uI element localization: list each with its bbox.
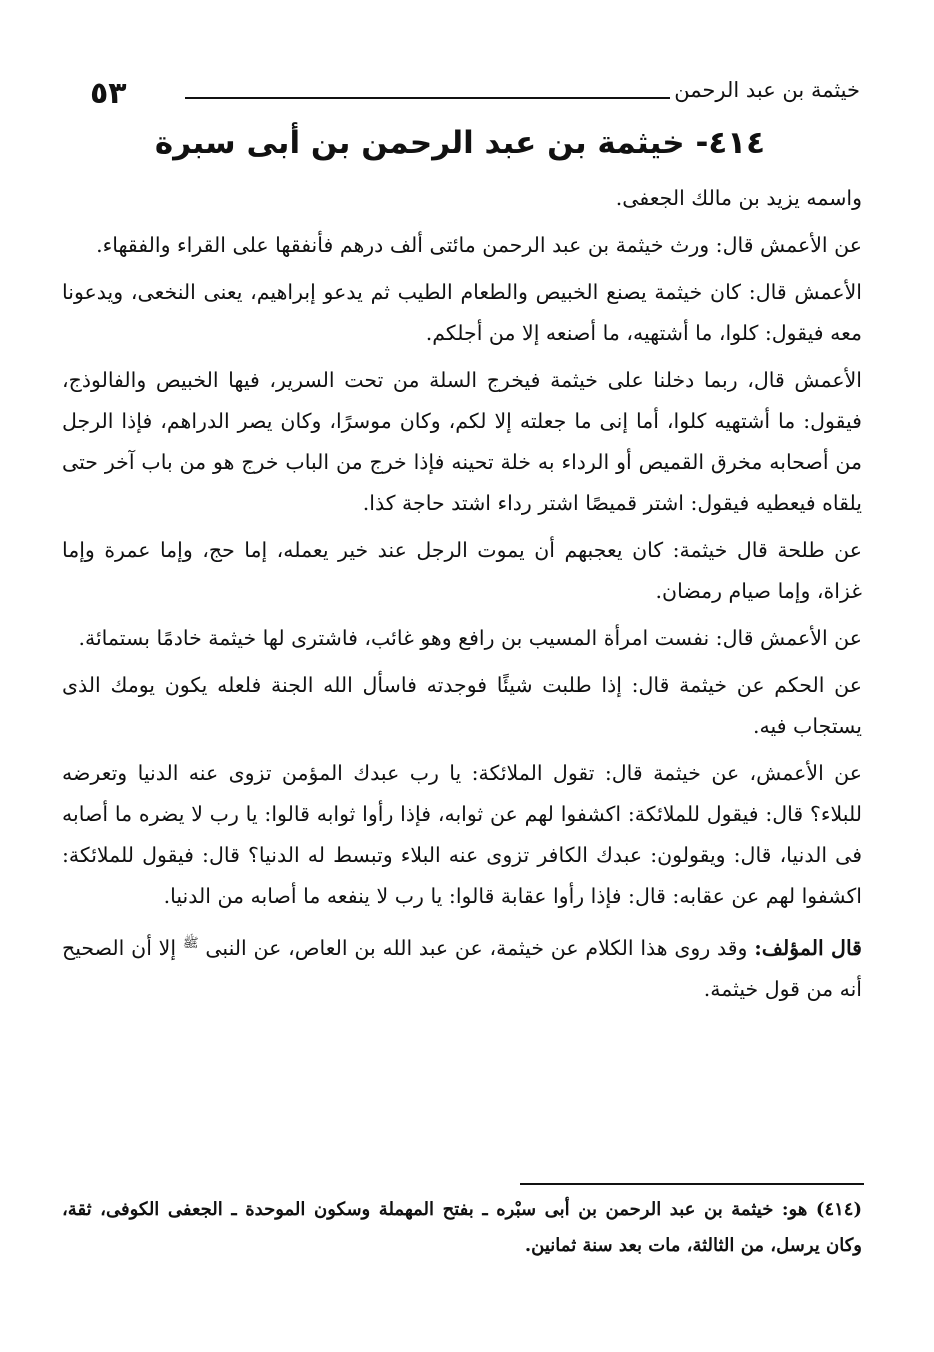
page-header (60, 72, 860, 112)
paragraph-talha: عن طلحة قال خيثمة: كان يعجبهم أن يموت الرجل عند خير يعمله، إما حج، وإما عمرة وإما غزاة، وإما صيام رمضان. (62, 538, 862, 603)
header-rule (185, 97, 670, 99)
body-text (62, 178, 862, 1016)
paragraph-inheritance: عن الأعمش قال: ورث خيثمة بن عبد الرحمن مائتى ألف درهم فأنفقها على القراء والفقهاء. (96, 233, 862, 257)
paragraph-servant: عن الأعمش قال: نفست امرأة المسيب بن رافع وهو غائب، فاشترى لها خيثمة خادمًا بستمائة. (78, 626, 862, 650)
paragraph-basket: الأعمش قال، ربما دخلنا على خيثمة فيخرج السلة من تحت السرير، فيها الخبيص والفالوذج، فيقول: ما أشتهيه كلوا، أما إنى ما جعلته إلا لكم، وكان موسرًا، وكان يصر الدراهم، فإذا الرجل من أصحابه مخرق القميص أو الرداء به خلة تحينه فإذا خرج من الباب خرج هو من باب آخر حتى يلقاه فيعطيه فيقول: اشتر قميصًا اشتر رداء اشتد حاجة كذا. (62, 368, 862, 515)
page-number: ٥٣ (90, 76, 127, 111)
footnote: (٤١٤) هو: خيثمة بن عبد الرحمن بن أبى سبْره ـ بفتح المهملة وسكون الموحدة ـ الجعفى الكوفى، ثقة، وكان يرسل، من الثالثة، مات بعد سنة ثمانين. (62, 1199, 862, 1256)
author-note-text-2: إلا أن الصحيح أنه من قول خيثمة. (62, 935, 862, 1001)
author-note-text-1: وقد روى هذا الكلام عن خيثمة، عن عبد الله بن العاص، عن النبى (198, 935, 755, 960)
paragraph-angels: عن الأعمش، عن خيثمة قال: تقول الملائكة: يا رب عبدك المؤمن تزوى عنه الدنيا وتعرضه للبلاء؟ قال: فيقول للملائكة: اكشفوا لهم عن ثوابه، فإذا رأوا ثوابه قالوا: يا رب لا يضره ما أصابه فى الدنيا، قال: ويقولون: عبدك الكافر تزوى عنه البلاء وتبسط له الدنيا؟ قال: فيقول للملائكة: اكشفوا لهم عن عقابه: قال: فإذا رأوا عقابة قالوا: يا رب لا ينفعه ما أصابه من الدنيا. (62, 761, 862, 908)
entry-title: ٤١٤- خيثمة بن عبد الرحمن بن أبى سبرة (154, 125, 766, 161)
footnote-rule (520, 1183, 864, 1185)
paragraph-khabis: الأعمش قال: كان خيثمة يصنع الخبيص والطعام الطيب ثم يدعو إبراهيم، يعنى النخعى، ويدعونا معه فيقول: كلوا، ما أشتهيه، ما أصنعه إلا من أجلكم. (62, 280, 862, 345)
paragraph-name: واسمه يزيد بن مالك الجعفى. (615, 186, 862, 210)
prophet-seal-icon: ﷺ (182, 936, 199, 951)
author-note-prefix: قال المؤلف: (754, 935, 862, 960)
running-title: خيثمة بن عبد الرحمن (674, 78, 860, 102)
paragraph-hakam: عن الحكم عن خيثمة قال: إذا طلبت شيئًا فوجدته فاسأل الله الجنة فلعله يكون يومك الذى يستجاب فيه. (62, 673, 862, 738)
paragraph-author-note (62, 923, 862, 1010)
